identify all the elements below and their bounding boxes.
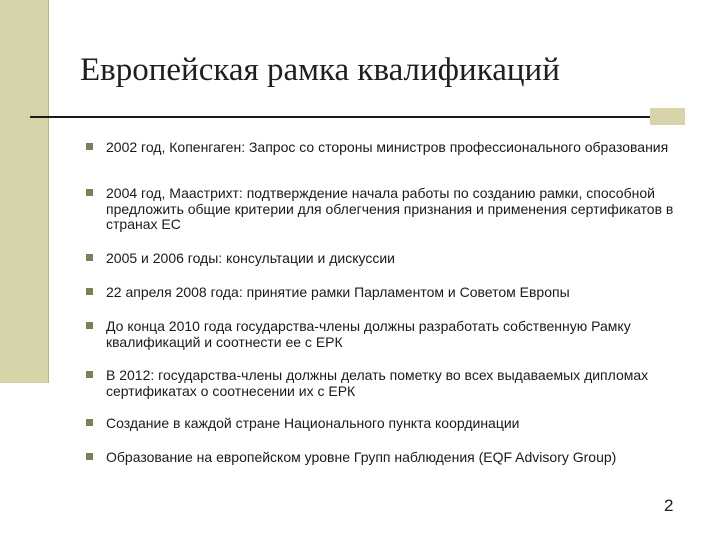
bullet-text: 2002 год, Копенгаген: Запрос со стороны министров профессионального образования xyxy=(106,139,669,155)
bullet-text: Образование на европейском уровне Групп наблюдения (EQF Advisory Group) xyxy=(106,449,617,465)
side-bar-edge xyxy=(48,0,49,383)
bullet-text: Создание в каждой стране Национального пункта координации xyxy=(106,415,520,431)
bullet-item xyxy=(86,450,696,466)
title-divider xyxy=(30,116,685,118)
square-bullet-icon xyxy=(86,143,93,150)
bullet-text: 2004 год, Маастрихт: подтверждение начала работы по созданию рамки, способной предложить общие критерии для облегчения признания и применения сертификатов в странах ЕС xyxy=(106,185,674,232)
bullet-text: 22 апреля 2008 года: принятие рамки Парламентом и Советом Европы xyxy=(106,284,570,300)
bullet-item xyxy=(86,140,696,156)
bullet-item xyxy=(86,319,696,350)
square-bullet-icon xyxy=(86,254,93,261)
bullet-item xyxy=(86,186,696,233)
bullet-text: До конца 2010 года государства-члены должны разработать собственную Рамку квалификаций и соотнести ее с ЕРК xyxy=(106,318,631,350)
bullet-item xyxy=(86,251,696,267)
bullet-text: В 2012: государства-члены должны делать пометку во всех выдаваемых дипломах сертификатах о соотнесении их с ЕРК xyxy=(106,367,649,399)
slide-title: Европейская рамка квалификаций xyxy=(80,52,560,88)
square-bullet-icon xyxy=(86,371,93,378)
bullet-item xyxy=(86,416,696,432)
bullet-item xyxy=(86,368,696,399)
square-bullet-icon xyxy=(86,453,93,460)
square-bullet-icon xyxy=(86,288,93,295)
square-bullet-icon xyxy=(86,419,93,426)
bullet-item xyxy=(86,285,696,301)
title-accent-block xyxy=(650,108,685,125)
bullet-text: 2005 и 2006 годы: консультации и дискуссии xyxy=(106,250,395,266)
page-number: 2 xyxy=(664,496,674,515)
decorative-side-bar xyxy=(0,0,48,383)
square-bullet-icon xyxy=(86,322,93,329)
square-bullet-icon xyxy=(86,189,93,196)
